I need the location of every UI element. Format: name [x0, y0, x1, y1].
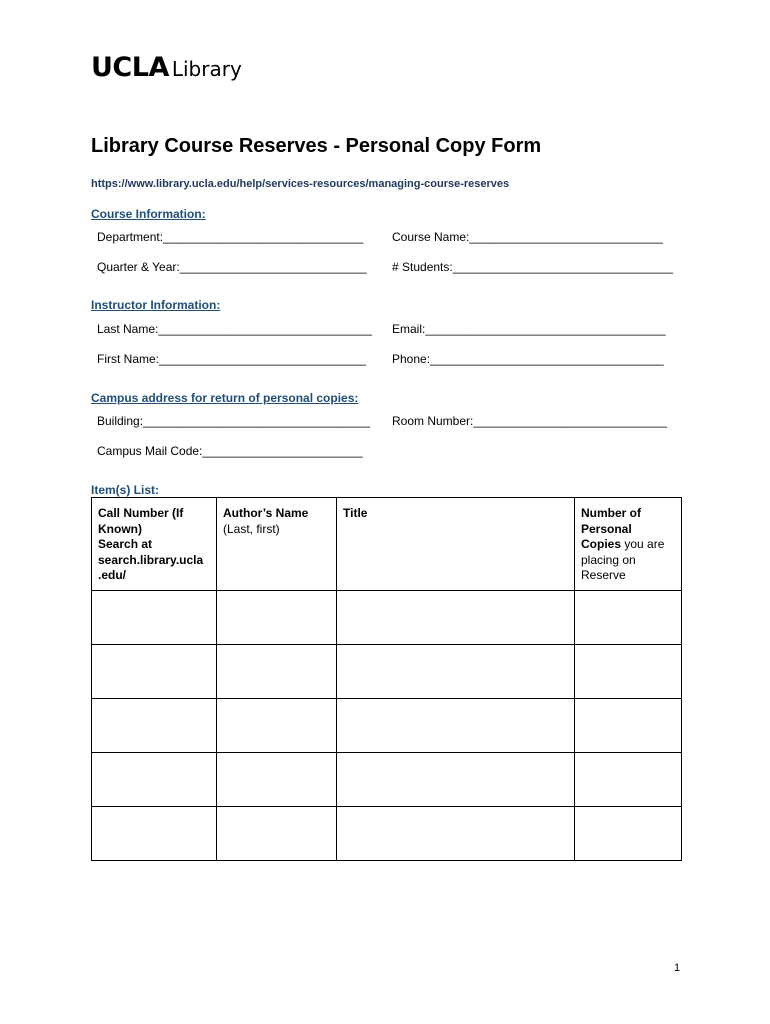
table-cell[interactable] [575, 807, 682, 861]
building-field[interactable]: Building:__________________________________ [97, 414, 370, 428]
department-field[interactable]: Department:______________________________ [97, 230, 364, 244]
table-cell[interactable] [575, 753, 682, 807]
author-name-header [217, 498, 337, 591]
call-number-header-line: Known) [98, 521, 142, 536]
items-table [91, 497, 682, 861]
table-cell[interactable] [217, 591, 337, 645]
title-header-text: Title [343, 506, 368, 520]
table-cell[interactable] [217, 699, 337, 753]
page-number: 1 [674, 962, 681, 974]
logo-library-text: Library [171, 57, 242, 81]
course-name-field[interactable]: Course Name:_____________________________ [392, 230, 663, 244]
copies-header-line: you are [621, 537, 665, 551]
call-number-header-line: .edu/ [98, 568, 127, 582]
email-field[interactable]: Email:____________________________________ [392, 322, 666, 336]
table-row [92, 807, 682, 861]
table-cell[interactable] [92, 645, 217, 699]
table-cell[interactable] [337, 591, 575, 645]
table-row [92, 753, 682, 807]
course-info-heading: Course Information: [91, 207, 206, 221]
phone-field[interactable]: Phone:___________________________________ [392, 352, 664, 366]
table-cell[interactable] [337, 753, 575, 807]
table-row [92, 699, 682, 753]
author-name-header-title: Author’s Name [223, 506, 309, 520]
page-title: Library Course Reserves - Personal Copy Form [91, 135, 542, 157]
quarter-year-field[interactable]: Quarter & Year:____________________________ [97, 260, 367, 274]
call-number-header-line: Search at [98, 537, 153, 551]
students-field[interactable]: # Students:_________________________________ [392, 260, 673, 274]
table-cell[interactable] [92, 699, 217, 753]
room-number-field[interactable]: Room Number:_____________________________ [392, 414, 667, 428]
table-row [92, 591, 682, 645]
copies-header-line: Number of [581, 506, 641, 520]
table-cell[interactable] [575, 645, 682, 699]
copies-header-line: Copies [581, 537, 622, 551]
call-number-header [92, 498, 217, 591]
table-cell[interactable] [92, 807, 217, 861]
author-name-header-note: (Last, first) [223, 521, 280, 536]
last-name-field[interactable]: Last Name:________________________________ [97, 322, 372, 336]
table-row [92, 645, 682, 699]
copies-header [575, 498, 682, 591]
items-list-heading: Item(s) List: [91, 483, 160, 497]
title-header [337, 498, 575, 591]
campus-mail-code-field[interactable]: Campus Mail Code:________________________ [97, 444, 363, 458]
table-cell[interactable] [92, 753, 217, 807]
copies-header-line: Reserve [581, 568, 626, 582]
reserves-url[interactable]: https://www.library.ucla.edu/help/services-resources/managing-course-reserves [91, 178, 510, 190]
call-number-header-line: Call Number (If [98, 506, 184, 520]
table-cell[interactable] [575, 591, 682, 645]
table-cell[interactable] [217, 753, 337, 807]
table-cell[interactable] [92, 591, 217, 645]
table-cell[interactable] [217, 807, 337, 861]
campus-address-heading: Campus address for return of personal copies: [91, 391, 359, 405]
logo-ucla-text: UCLA [91, 52, 169, 83]
ucla-library-logo [91, 52, 242, 83]
first-name-field[interactable]: First Name:_______________________________ [97, 352, 366, 366]
table-cell[interactable] [337, 645, 575, 699]
copies-header-line: placing on [581, 552, 636, 567]
table-cell[interactable] [575, 699, 682, 753]
table-cell[interactable] [337, 699, 575, 753]
call-number-header-line: search.library.ucla [98, 552, 204, 567]
instructor-info-heading: Instructor Information: [91, 298, 221, 312]
copies-header-line: Personal [581, 521, 632, 536]
items-table-header [92, 498, 682, 591]
table-cell[interactable] [337, 807, 575, 861]
table-cell[interactable] [217, 645, 337, 699]
